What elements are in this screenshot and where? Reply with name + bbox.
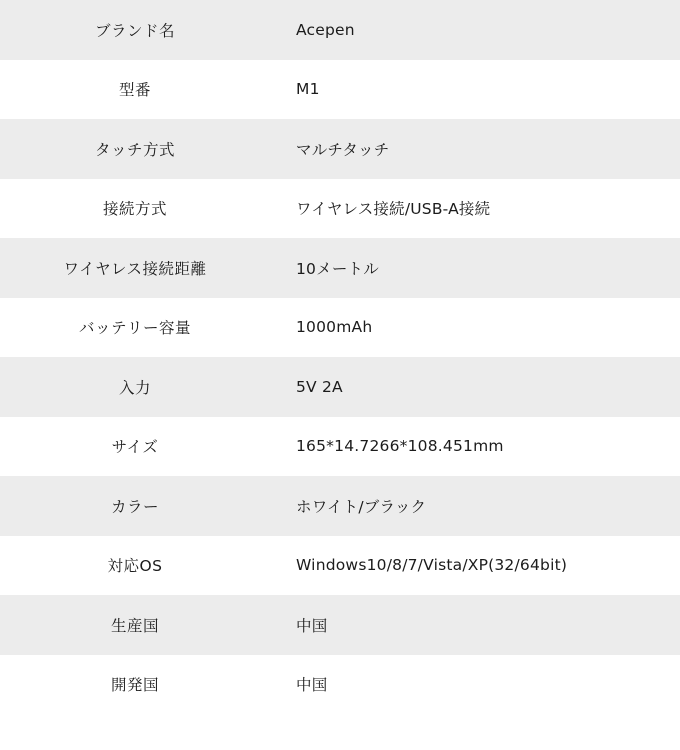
table-row [0, 60, 680, 120]
spec-label: 接続方式 [102, 200, 167, 219]
spec-value: M1 [296, 80, 320, 99]
table-row [0, 595, 680, 655]
table-row [0, 179, 680, 239]
spec-value: 10メートル [296, 259, 379, 278]
spec-value: ホワイト/ブラック [296, 497, 427, 516]
table-row [0, 417, 680, 477]
spec-label: 生産国 [110, 616, 159, 635]
table-row [0, 238, 680, 298]
spec-value: 1000mAh [296, 318, 373, 337]
spec-value: ワイヤレス接続/USB-A接続 [296, 200, 491, 219]
spec-value: 中国 [296, 616, 328, 635]
table-row [0, 357, 680, 417]
table-row [0, 0, 680, 60]
spec-label: カラー [110, 497, 159, 516]
spec-value: 165*14.7266*108.451mm [296, 437, 504, 456]
spec-label: サイズ [111, 438, 159, 457]
spec-label: 開発国 [110, 676, 159, 695]
spec-label: ワイヤレス接続距離 [63, 259, 207, 278]
spec-label: 型番 [118, 81, 151, 100]
table-row [0, 298, 680, 358]
spec-label: バッテリー容量 [78, 319, 191, 338]
spec-value: 中国 [296, 676, 328, 695]
spec-value: Windows10/8/7/Vista/XP(32/64bit) [296, 556, 568, 575]
table-row [0, 536, 680, 596]
spec-value: Acepen [296, 20, 355, 39]
spec-label: 入力 [118, 378, 151, 397]
spec-label: ブランド名 [94, 21, 175, 40]
spec-label: 対応OS [107, 557, 163, 576]
table-row [0, 476, 680, 536]
spec-value: 5V 2A [296, 377, 343, 396]
spec-value: マルチタッチ [296, 140, 390, 159]
table-row [0, 655, 680, 715]
table-row [0, 119, 680, 179]
spec-label: タッチ方式 [94, 140, 175, 159]
